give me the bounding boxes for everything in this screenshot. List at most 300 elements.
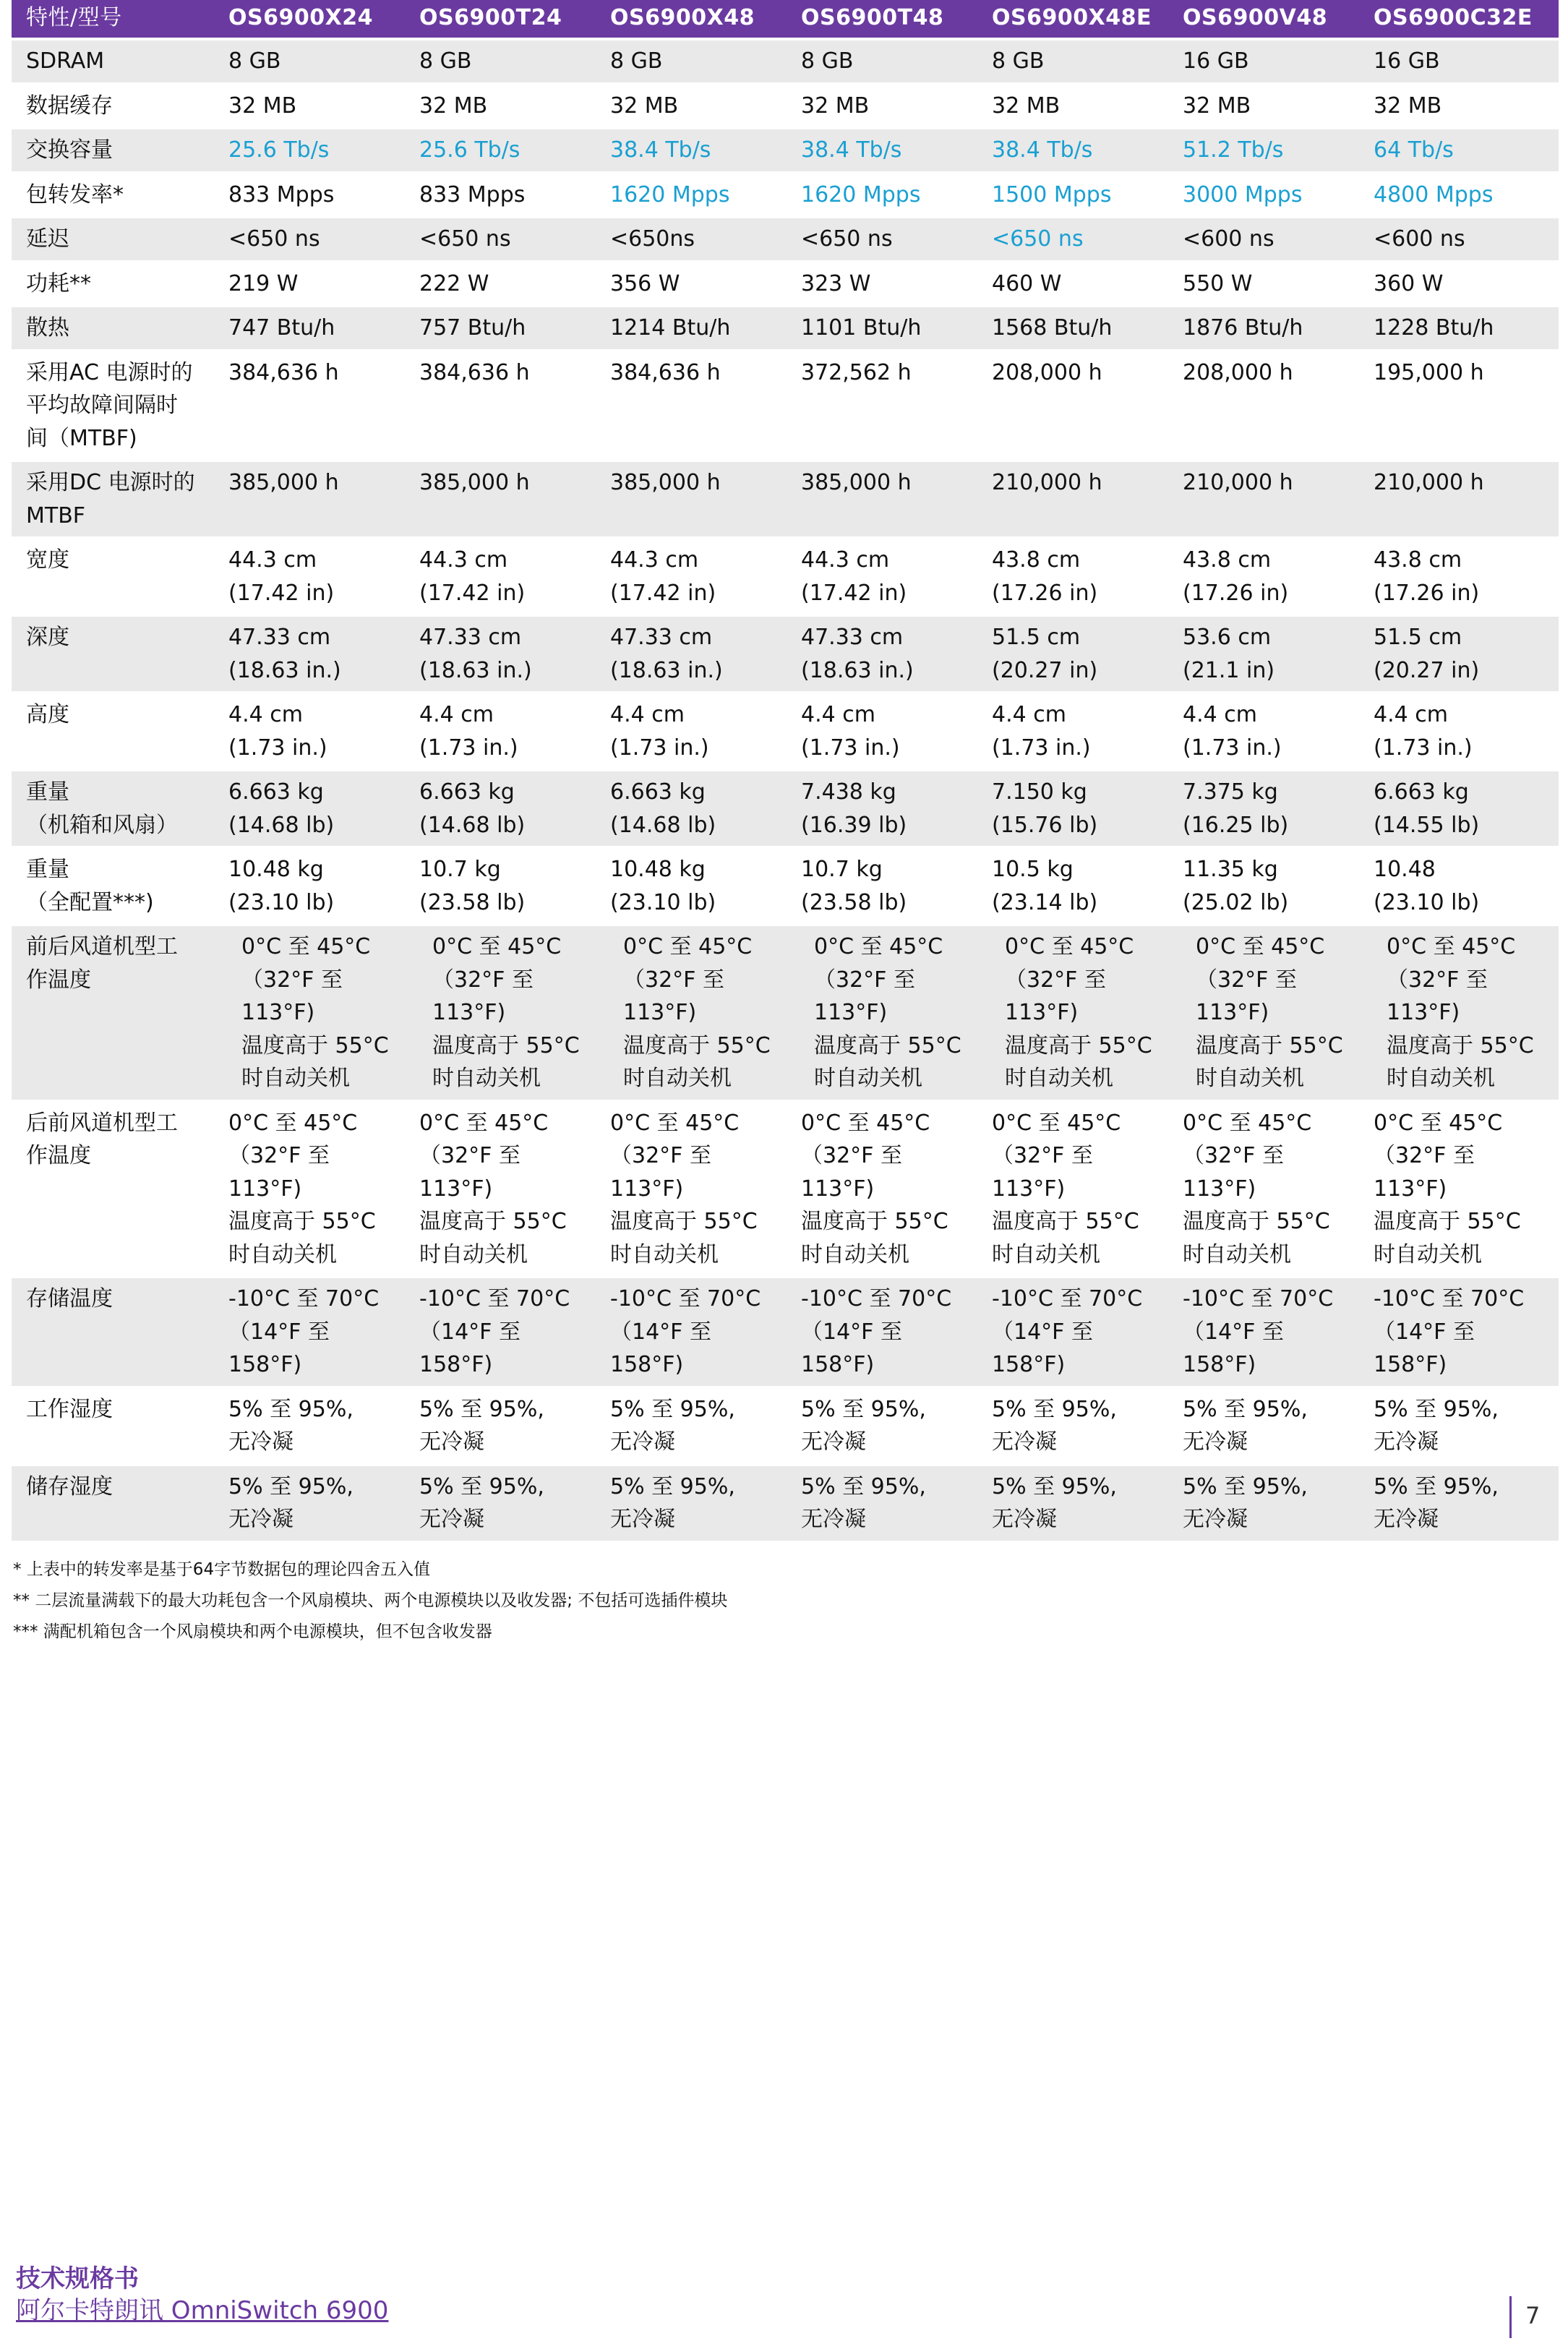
value-line: 5% 至 95%, xyxy=(610,1473,735,1499)
row-label-cell xyxy=(12,925,214,1101)
value-line: 时自动关机 xyxy=(1374,1241,1482,1267)
row-label-line: 功耗** xyxy=(26,270,91,296)
value-line: (23.58 lb) xyxy=(801,889,907,915)
value-line: 158°F) xyxy=(1374,1352,1447,1377)
value-line: 10.48 xyxy=(1374,857,1436,882)
value-line: 时自动关机 xyxy=(419,1241,528,1267)
row-label-line: 高度 xyxy=(26,702,69,727)
value-line: （32°F 至 xyxy=(241,967,343,993)
value-line: 无冷凝 xyxy=(610,1507,675,1532)
value-cell xyxy=(787,217,977,262)
value-line: 时自动关机 xyxy=(1196,1066,1304,1091)
value-line: 25.6 Tb/s xyxy=(419,137,520,163)
value-line: 550 W xyxy=(1183,270,1253,296)
value-line: 时自动关机 xyxy=(992,1241,1100,1267)
value-line: 44.3 cm xyxy=(228,547,317,573)
value-line: (1.73 in.) xyxy=(801,735,900,761)
row-label-line: 数据缓存 xyxy=(26,93,113,119)
value-line: 208,000 h xyxy=(1183,359,1293,385)
value-line: 38.4 Tb/s xyxy=(610,137,711,163)
row-label-line: 存储温度 xyxy=(26,1286,113,1311)
row-label-line: MTBF xyxy=(26,502,86,528)
value-line: 113°F) xyxy=(1196,1000,1269,1025)
value-line: （32°F 至 xyxy=(1387,967,1488,993)
page-footer xyxy=(16,2263,388,2327)
value-line: 210,000 h xyxy=(1374,470,1484,495)
value-line: 5% 至 95%, xyxy=(1374,1396,1499,1422)
row-label-cell xyxy=(12,1465,214,1541)
value-line: 4.4 cm xyxy=(992,702,1066,727)
value-line: (20.27 in) xyxy=(992,657,1098,683)
value-line: 384,636 h xyxy=(228,359,339,385)
value-line: 10.5 kg xyxy=(992,857,1074,882)
value-cell xyxy=(787,262,977,307)
value-line: 温度高于 55°C xyxy=(801,1209,948,1234)
value-cell xyxy=(1168,615,1359,693)
value-line: 无冷凝 xyxy=(1374,1507,1439,1532)
value-line: 222 W xyxy=(419,270,489,296)
value-line: -10°C 至 70°C xyxy=(992,1286,1143,1311)
value-line: 833 Mpps xyxy=(228,181,335,207)
value-cell xyxy=(596,351,787,461)
value-line: 时自动关机 xyxy=(432,1066,541,1091)
value-line: <650 ns xyxy=(419,226,511,252)
value-line: 747 Btu/h xyxy=(228,315,335,341)
value-cell xyxy=(405,262,596,307)
value-line: 158°F) xyxy=(610,1352,684,1377)
value-cell xyxy=(1359,262,1559,307)
value-line: （32°F 至 xyxy=(623,967,724,993)
value-cell xyxy=(787,173,977,218)
value-cell xyxy=(596,39,787,84)
value-line: 25.6 Tb/s xyxy=(228,137,330,163)
table-row xyxy=(12,693,1559,770)
row-label-cell xyxy=(12,615,214,693)
value-line: 113°F) xyxy=(419,1176,493,1202)
table-row xyxy=(12,173,1559,218)
footnote: *** 满配机箱包含一个风扇模块和两个电源模块，但不包含收发器 xyxy=(13,1622,492,1641)
value-line: 时自动关机 xyxy=(228,1241,337,1267)
value-cell xyxy=(1359,1465,1559,1541)
value-cell xyxy=(1168,1101,1359,1278)
value-line: (17.26 in) xyxy=(992,580,1098,606)
value-cell xyxy=(977,770,1168,847)
row-label-line: 深度 xyxy=(26,625,69,650)
value-cell xyxy=(1359,461,1559,538)
value-cell xyxy=(787,306,977,351)
value-line: -10°C 至 70°C xyxy=(228,1286,380,1311)
value-line: （32°F 至 xyxy=(1005,967,1106,993)
value-line: 6.663 kg xyxy=(419,779,515,805)
value-line: 385,000 h xyxy=(610,470,721,495)
value-line: （32°F 至 xyxy=(814,967,915,993)
value-line: 1620 Mpps xyxy=(801,181,921,207)
value-cell xyxy=(1359,925,1559,1101)
value-line: 温度高于 55°C xyxy=(419,1209,567,1234)
value-line: 0°C 至 45°C xyxy=(228,1110,358,1136)
value-line: 113°F) xyxy=(1374,1176,1447,1202)
value-cell xyxy=(977,84,1168,129)
value-line: 时自动关机 xyxy=(610,1241,719,1267)
value-cell xyxy=(405,351,596,461)
value-cell xyxy=(977,1387,1168,1465)
value-cell xyxy=(977,461,1168,538)
value-cell xyxy=(214,615,405,693)
row-label-line: 前后风道机型工 xyxy=(26,934,178,959)
value-line: 113°F) xyxy=(610,1176,684,1202)
value-cell xyxy=(787,351,977,461)
value-line: 无冷凝 xyxy=(801,1429,866,1455)
table-row xyxy=(12,1101,1559,1278)
value-cell xyxy=(1168,538,1359,615)
value-line: 43.8 cm xyxy=(1374,547,1462,573)
value-line: 43.8 cm xyxy=(1183,547,1272,573)
value-line: 0°C 至 45°C xyxy=(419,1110,549,1136)
value-cell xyxy=(405,1101,596,1278)
value-cell xyxy=(596,128,787,173)
value-cell xyxy=(977,128,1168,173)
header-cell-model: OS6900X48 xyxy=(596,0,787,39)
value-cell xyxy=(787,1101,977,1278)
value-cell xyxy=(1168,173,1359,218)
value-cell xyxy=(405,306,596,351)
row-label-cell xyxy=(12,84,214,129)
header-cell-model: OS6900C32E xyxy=(1359,0,1559,39)
value-cell xyxy=(977,615,1168,693)
value-cell xyxy=(214,173,405,218)
row-label-line: 散热 xyxy=(26,315,69,341)
value-line: 384,636 h xyxy=(419,359,530,385)
value-cell xyxy=(787,615,977,693)
value-line: 4.4 cm xyxy=(228,702,303,727)
value-line: 4800 Mpps xyxy=(1374,181,1494,207)
value-line: （32°F 至 xyxy=(610,1143,711,1168)
value-line: (17.26 in) xyxy=(1183,580,1289,606)
value-line: (14.68 lb) xyxy=(610,812,716,838)
value-line: 323 W xyxy=(801,270,871,296)
value-line: (23.10 lb) xyxy=(1374,889,1480,915)
value-cell xyxy=(405,925,596,1101)
value-line: (16.39 lb) xyxy=(801,812,907,838)
value-line: 10.7 kg xyxy=(419,857,501,882)
table-row xyxy=(12,306,1559,351)
value-line: 356 W xyxy=(610,270,680,296)
row-label-line: 交换容量 xyxy=(26,137,113,163)
row-label-cell xyxy=(12,461,214,538)
row-label-line: 采用DC 电源时的 xyxy=(26,470,195,495)
table-row xyxy=(12,39,1559,84)
value-line: (20.27 in) xyxy=(1374,657,1480,683)
value-line: -10°C 至 70°C xyxy=(1374,1286,1525,1311)
spec-table-body xyxy=(12,39,1559,1541)
value-cell xyxy=(977,1101,1168,1278)
value-cell xyxy=(1359,351,1559,461)
value-line: 0°C 至 45°C xyxy=(241,934,371,959)
value-line: 0°C 至 45°C xyxy=(814,934,943,959)
row-label-cell xyxy=(12,1387,214,1465)
value-line: 无冷凝 xyxy=(992,1507,1057,1532)
value-line: (25.02 lb) xyxy=(1183,889,1289,915)
value-line: 温度高于 55°C xyxy=(814,1032,961,1058)
row-label-cell xyxy=(12,128,214,173)
value-cell xyxy=(405,615,596,693)
value-line: 温度高于 55°C xyxy=(228,1209,376,1234)
value-line: 8 GB xyxy=(419,48,472,74)
value-cell xyxy=(405,39,596,84)
value-line: 无冷凝 xyxy=(228,1429,294,1455)
value-line: <650 ns xyxy=(228,226,320,252)
value-line: 32 MB xyxy=(1374,93,1442,119)
value-cell xyxy=(1359,538,1559,615)
row-label-cell xyxy=(12,217,214,262)
value-line: 360 W xyxy=(1374,270,1444,296)
value-line: 无冷凝 xyxy=(419,1429,484,1455)
value-line: <600 ns xyxy=(1374,226,1465,252)
value-line: 无冷凝 xyxy=(801,1507,866,1532)
value-cell xyxy=(405,461,596,538)
value-line: 温度高于 55°C xyxy=(432,1032,580,1058)
value-line: 温度高于 55°C xyxy=(623,1032,771,1058)
value-line: 32 MB xyxy=(228,93,297,119)
value-cell xyxy=(1168,1465,1359,1541)
value-line: 4.4 cm xyxy=(610,702,685,727)
value-line: 32 MB xyxy=(419,93,488,119)
value-line: (18.63 in.) xyxy=(419,657,532,683)
value-line: 5% 至 95%, xyxy=(1183,1473,1308,1499)
row-label-line: 储存湿度 xyxy=(26,1473,113,1499)
value-cell xyxy=(214,1101,405,1278)
value-line: 0°C 至 45°C xyxy=(1387,934,1516,959)
value-line: 1228 Btu/h xyxy=(1374,315,1494,341)
row-label-cell xyxy=(12,39,214,84)
value-cell xyxy=(1168,39,1359,84)
value-line: 158°F) xyxy=(228,1352,302,1377)
value-line: (1.73 in.) xyxy=(228,735,327,761)
value-line: 无冷凝 xyxy=(1183,1429,1248,1455)
value-cell xyxy=(596,770,787,847)
value-cell xyxy=(405,538,596,615)
value-line: （32°F 至 xyxy=(1183,1143,1284,1168)
row-label-line: 间（MTBF) xyxy=(26,425,137,451)
value-line: 1568 Btu/h xyxy=(992,315,1113,341)
value-line: 219 W xyxy=(228,270,299,296)
value-line: (23.58 lb) xyxy=(419,889,526,915)
value-line: 7.150 kg xyxy=(992,779,1087,805)
value-cell xyxy=(405,84,596,129)
value-line: （14°F 至 xyxy=(1374,1319,1475,1345)
header-cell-label: 特性/型号 xyxy=(12,0,214,39)
value-line: 757 Btu/h xyxy=(419,315,526,341)
value-line: 0°C 至 45°C xyxy=(801,1110,930,1136)
value-cell xyxy=(787,461,977,538)
value-cell xyxy=(214,217,405,262)
value-line: 8 GB xyxy=(228,48,281,74)
value-line: (18.63 in.) xyxy=(610,657,723,683)
row-label-cell xyxy=(12,538,214,615)
value-line: (18.63 in.) xyxy=(801,657,914,683)
page-number: 7 xyxy=(1525,2302,1541,2329)
value-cell xyxy=(1359,173,1559,218)
table-row xyxy=(12,925,1559,1101)
value-cell xyxy=(1359,693,1559,770)
table-row xyxy=(12,615,1559,693)
value-line: 5% 至 95%, xyxy=(228,1396,354,1422)
value-line: 51.5 cm xyxy=(1374,625,1462,650)
value-cell xyxy=(1168,847,1359,925)
value-line: 0°C 至 45°C xyxy=(623,934,753,959)
row-label-cell xyxy=(12,770,214,847)
value-line: 时自动关机 xyxy=(1183,1241,1291,1267)
value-cell xyxy=(214,1387,405,1465)
table-row xyxy=(12,461,1559,538)
value-cell xyxy=(1359,306,1559,351)
value-cell xyxy=(1168,84,1359,129)
value-cell xyxy=(405,217,596,262)
value-line: 113°F) xyxy=(241,1000,315,1025)
value-line: 32 MB xyxy=(992,93,1061,119)
value-line: 208,000 h xyxy=(992,359,1102,385)
page-divider xyxy=(1509,2296,1512,2338)
value-cell xyxy=(977,217,1168,262)
value-cell xyxy=(405,693,596,770)
value-cell xyxy=(596,173,787,218)
value-line: 32 MB xyxy=(1183,93,1251,119)
value-line: (17.42 in) xyxy=(419,580,526,606)
value-cell xyxy=(977,173,1168,218)
value-line: (14.68 lb) xyxy=(419,812,526,838)
value-line: 47.33 cm xyxy=(228,625,331,650)
value-line: 44.3 cm xyxy=(801,547,890,573)
value-line: (1.73 in.) xyxy=(992,735,1091,761)
table-row xyxy=(12,351,1559,461)
value-cell xyxy=(977,693,1168,770)
value-line: 1214 Btu/h xyxy=(610,315,731,341)
value-line: 44.3 cm xyxy=(610,547,699,573)
header-cell-model: OS6900T48 xyxy=(787,0,977,39)
value-cell xyxy=(977,538,1168,615)
value-line: 64 Tb/s xyxy=(1374,137,1454,163)
value-line: 温度高于 55°C xyxy=(992,1209,1139,1234)
value-line: 43.8 cm xyxy=(992,547,1081,573)
table-row xyxy=(12,217,1559,262)
value-line: 210,000 h xyxy=(1183,470,1293,495)
value-cell xyxy=(214,770,405,847)
value-cell xyxy=(405,128,596,173)
value-line: 7.438 kg xyxy=(801,779,896,805)
value-line: <650 ns xyxy=(801,226,893,252)
value-line: 113°F) xyxy=(432,1000,506,1025)
value-line: 51.5 cm xyxy=(992,625,1081,650)
value-line: (1.73 in.) xyxy=(610,735,709,761)
value-line: (16.25 lb) xyxy=(1183,812,1289,838)
value-line: 时自动关机 xyxy=(623,1066,732,1091)
header-cell-model: OS6900T24 xyxy=(405,0,596,39)
row-label-cell xyxy=(12,351,214,461)
product-name-link[interactable]: 阿尔卡特朗讯 OmniSwitch 6900 xyxy=(16,2296,389,2325)
value-cell xyxy=(214,84,405,129)
table-row xyxy=(12,128,1559,173)
spec-table xyxy=(12,0,1559,1541)
table-row xyxy=(12,84,1559,129)
value-line: 113°F) xyxy=(228,1176,302,1202)
value-line: 158°F) xyxy=(992,1352,1066,1377)
value-line: 3000 Mpps xyxy=(1183,181,1303,207)
table-row xyxy=(12,262,1559,307)
value-line: 7.375 kg xyxy=(1183,779,1278,805)
value-line: （14°F 至 xyxy=(992,1319,1093,1345)
value-cell xyxy=(405,847,596,925)
value-line: 10.48 kg xyxy=(610,857,706,882)
value-line: 5% 至 95%, xyxy=(1374,1473,1499,1499)
value-line: 113°F) xyxy=(1005,1000,1079,1025)
value-line: （32°F 至 xyxy=(801,1143,902,1168)
value-cell xyxy=(214,538,405,615)
value-cell xyxy=(596,262,787,307)
value-cell xyxy=(1168,217,1359,262)
value-line: 4.4 cm xyxy=(419,702,494,727)
value-cell xyxy=(1168,1387,1359,1465)
value-cell xyxy=(1168,693,1359,770)
row-label-cell xyxy=(12,1101,214,1278)
value-line: 47.33 cm xyxy=(610,625,713,650)
value-cell xyxy=(1359,770,1559,847)
value-line: (17.26 in) xyxy=(1374,580,1480,606)
value-cell xyxy=(1168,306,1359,351)
value-cell xyxy=(1359,1101,1559,1278)
value-line: 38.4 Tb/s xyxy=(992,137,1093,163)
value-line: 8 GB xyxy=(610,48,663,74)
value-line: 温度高于 55°C xyxy=(241,1032,389,1058)
value-line: 8 GB xyxy=(992,48,1045,74)
value-line: 1876 Btu/h xyxy=(1183,315,1303,341)
value-line: 温度高于 55°C xyxy=(1387,1032,1534,1058)
value-line: (17.42 in) xyxy=(801,580,907,606)
value-cell xyxy=(405,1277,596,1387)
value-line: （32°F 至 xyxy=(1196,967,1297,993)
value-line: 5% 至 95%, xyxy=(801,1396,926,1422)
value-line: (23.14 lb) xyxy=(992,889,1098,915)
value-cell xyxy=(977,306,1168,351)
value-line: 372,562 h xyxy=(801,359,912,385)
value-line: (14.68 lb) xyxy=(228,812,335,838)
value-line: -10°C 至 70°C xyxy=(419,1286,570,1311)
value-line: (17.42 in) xyxy=(228,580,335,606)
value-line: （14°F 至 xyxy=(228,1319,330,1345)
value-line: 无冷凝 xyxy=(992,1429,1057,1455)
table-row xyxy=(12,1277,1559,1387)
value-line: 4.4 cm xyxy=(1374,702,1448,727)
header-cell-model: OS6900X48E xyxy=(977,0,1168,39)
value-line: <650ns xyxy=(610,226,695,252)
value-line: 1620 Mpps xyxy=(610,181,730,207)
value-cell xyxy=(214,847,405,925)
value-line: 51.2 Tb/s xyxy=(1183,137,1284,163)
value-line: 32 MB xyxy=(610,93,679,119)
value-cell xyxy=(787,39,977,84)
value-cell xyxy=(787,538,977,615)
row-label-cell xyxy=(12,306,214,351)
value-line: 195,000 h xyxy=(1374,359,1484,385)
value-line: 47.33 cm xyxy=(801,625,904,650)
value-cell xyxy=(977,262,1168,307)
header-cell-model: OS6900X24 xyxy=(214,0,405,39)
value-line: 时自动关机 xyxy=(801,1241,909,1267)
value-cell xyxy=(405,1465,596,1541)
row-label-line: 后前风道机型工 xyxy=(26,1110,178,1136)
value-line: 6.663 kg xyxy=(610,779,706,805)
value-line: 0°C 至 45°C xyxy=(610,1110,740,1136)
value-line: (15.76 lb) xyxy=(992,812,1098,838)
